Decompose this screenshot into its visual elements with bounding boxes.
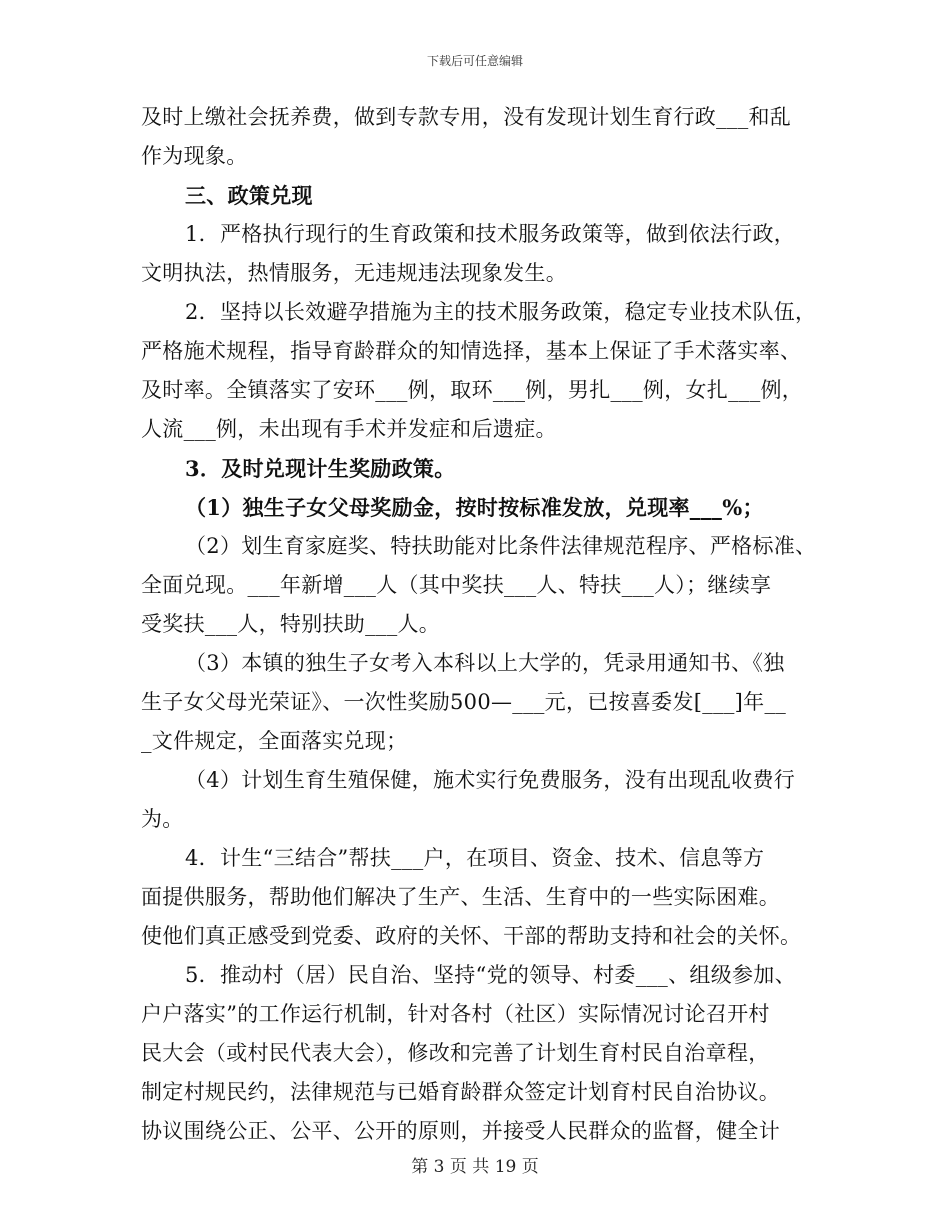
page-footer: 第 3 页 共 19 页 xyxy=(411,1157,539,1177)
text-line: （4）计划生育生殖保健，施术实行免费服务，没有出现乱收费行 xyxy=(185,768,796,792)
text-line: 户户落实”的工作运行机制，针对各村（社区）实际情况讨论召开村 xyxy=(141,1002,770,1026)
document-body xyxy=(141,98,831,1151)
text-line: 协议围绕公正、公平、公开的原则，并接受人民群众的监督，健全计 xyxy=(141,1119,780,1143)
text-line: （1）独生子女父母奖励金，按时按标准发放，兑现率___%； xyxy=(185,495,764,520)
text-line: 4．计生“三结合”帮扶___户，在项目、资金、技术、信息等方 xyxy=(185,846,765,870)
text-line: 生子女父母光荣证》、一次性奖励500—___元，已按喜委发[___]年__ xyxy=(141,690,787,714)
text-line: 3．及时兑现计生奖励政策。 xyxy=(185,456,456,481)
text-line: 作为现象。 xyxy=(141,144,248,168)
text-line: 文明执法，热情服务，无违规违法现象发生。 xyxy=(141,261,567,285)
text-line: 严格施术规程，指导育龄群众的知情选择，基本上保证了手术落实率、 xyxy=(141,339,802,363)
text-line: 5．推动村（居）民自治、坚持“党的领导、村委___、组级参加、 xyxy=(185,963,796,987)
text-line: 面提供服务，帮助他们解决了生产、生活、生育中的一些实际困难。 xyxy=(141,885,780,909)
text-line: 及时上缴社会抚养费，做到专款专用，没有发现计划生育行政___和乱 xyxy=(141,105,792,129)
text-line: （3）本镇的独生子女考入本科以上大学的，凭录用通知书、《独 xyxy=(185,651,785,675)
text-line: 及时率。全镇落实了安环___例，取环___例，男扎___例，女扎___例， xyxy=(141,378,804,402)
text-line: 受奖扶___人，特别扶助___人。 xyxy=(141,612,441,636)
text-line: 三、政策兑现 xyxy=(185,183,313,208)
text-line: 1．严格执行现行的生育政策和技术服务政策等，做到依法行政， xyxy=(185,222,796,246)
text-line: （2）划生育家庭奖、特扶助能对比条件法律规范程序、严格标准、 xyxy=(185,534,817,558)
text-line: 民大会（或村民代表大会），修改和完善了计划生育村民自治章程， xyxy=(141,1041,770,1065)
text-line: 2．坚持以长效避孕措施为主的技术服务政策，稳定专业技术队伍， xyxy=(185,300,817,324)
text-line: 为。 xyxy=(141,807,184,831)
text-line: 人流___例，未出现有手术并发症和后遗症。 xyxy=(141,417,557,441)
text-line: 制定村规民约，法律规范与已婚育龄群众签定计划育村民自治协议。 xyxy=(141,1080,780,1104)
text-line: 使他们真正感受到党委、政府的关怀、干部的帮助支持和社会的关怀。 xyxy=(141,924,802,948)
page-header: 下载后可任意编辑 xyxy=(426,54,523,68)
text-line: _文件规定，全面落实兑现； xyxy=(141,729,408,753)
text-line: 全面兑现。___年新增___人（其中奖扶___人、特扶___人）；继续享 xyxy=(141,573,772,597)
